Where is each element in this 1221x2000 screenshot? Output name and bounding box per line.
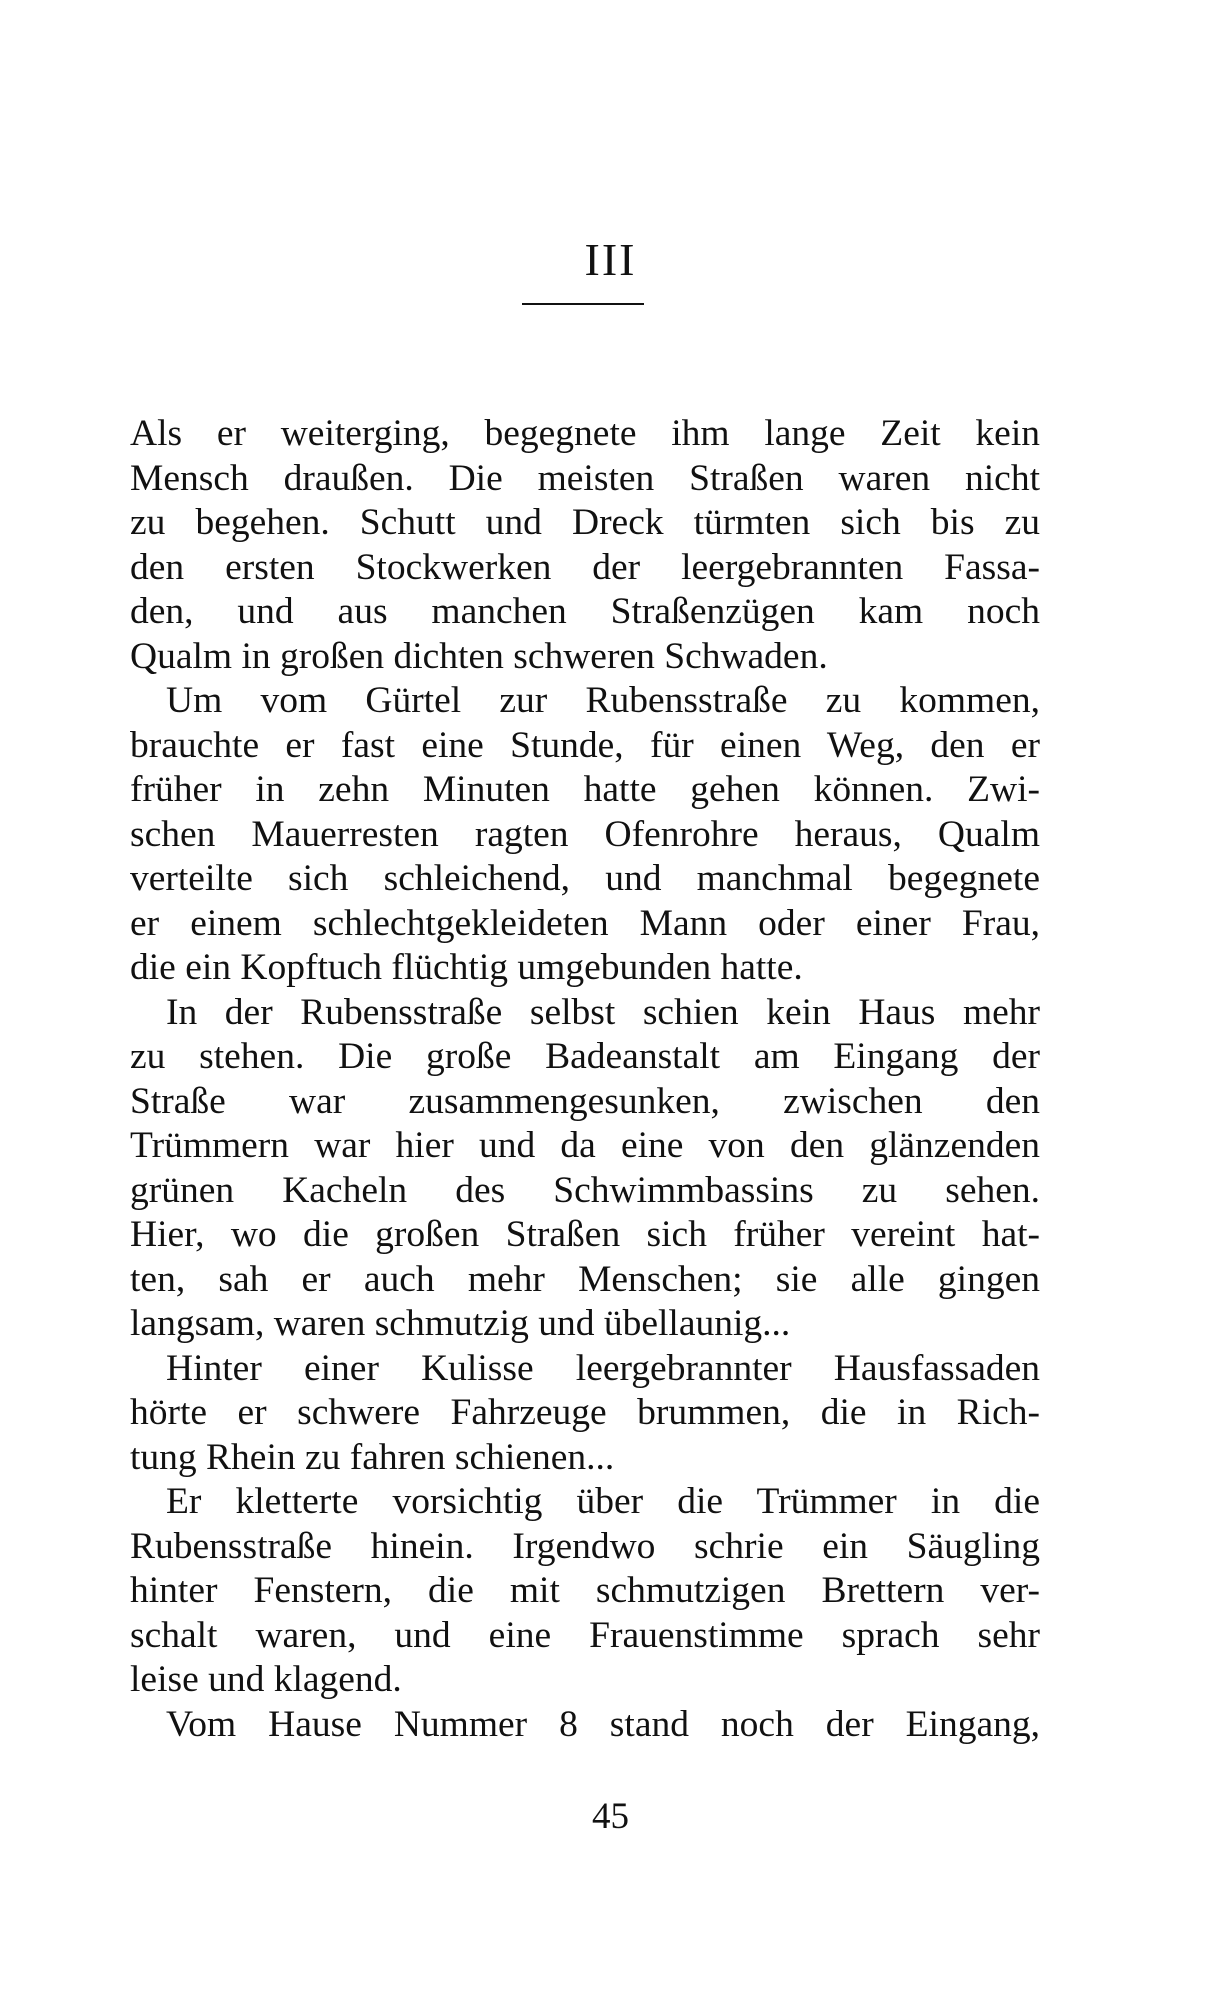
text-line: Hier, wo die großen Straßen sich früher vereint hat- [130, 1214, 1040, 1255]
text-line: den ersten Stockwerken der leergebrannten Fassa- [130, 546, 1040, 588]
chapter-divider-rule [522, 303, 644, 305]
text-line: Hinter einer Kulisse leergebrannter Hausfassaden [166, 1347, 1040, 1389]
text-line: Trümmern war hier und da eine von den glänzenden [130, 1125, 1040, 1166]
paragraph [130, 1703, 1040, 1748]
body-text [130, 412, 1040, 1747]
paragraph [130, 679, 1040, 991]
text-line: den, und aus manchen Straßenzügen kam noch [130, 591, 1040, 632]
chapter-heading: III [584, 234, 637, 285]
text-line: er einem schlechtgekleideten Mann oder einer Frau, [130, 902, 1040, 944]
text-line: hinter Fenstern, die mit schmutzigen Brettern ver- [130, 1570, 1040, 1611]
text-line: Rubensstraße hinein. Irgendwo schrie ein Säugling [130, 1525, 1040, 1567]
text-line: zu stehen. Die große Badeanstalt am Eingang der [130, 1036, 1040, 1077]
text-line: Vom Hause Nummer 8 stand noch der Eingang, [166, 1703, 1040, 1745]
text-line: leise und klagend. [130, 1659, 402, 1700]
text-line: langsam, waren schmutzig und übellaunig... [130, 1303, 791, 1344]
text-line: hörte er schwere Fahrzeuge brummen, die in Rich- [130, 1392, 1040, 1433]
text-line: ten, sah er auch mehr Menschen; sie alle gingen [130, 1258, 1040, 1300]
text-line: Straße war zusammengesunken, zwischen den [130, 1080, 1040, 1122]
text-line: verteilte sich schleichend, und manchmal begegnete [130, 858, 1040, 899]
text-line: früher in zehn Minuten hatte gehen können. Zwi- [130, 769, 1040, 810]
page-number: 45 [592, 1796, 629, 1837]
text-line: Als er weiterging, begegnete ihm lange Zeit kein [130, 413, 1040, 454]
paragraph [130, 1480, 1040, 1703]
text-line: grünen Kacheln des Schwimmbassins zu sehen. [130, 1169, 1040, 1211]
text-line: Er kletterte vorsichtig über die Trümmer in die [166, 1481, 1040, 1522]
paragraph [130, 1347, 1040, 1481]
text-line: brauchte er fast eine Stunde, für einen Weg, den er [130, 724, 1040, 766]
text-line: tung Rhein zu fahren schienen... [130, 1436, 615, 1478]
text-line: zu begehen. Schutt und Dreck türmten sich bis zu [130, 502, 1040, 543]
text-line: Um vom Gürtel zur Rubensstraße zu kommen, [166, 680, 1040, 721]
text-line: Mensch draußen. Die meisten Straßen waren nicht [130, 457, 1040, 499]
text-line: Qualm in großen dichten schweren Schwaden. [130, 635, 828, 677]
paragraph [130, 991, 1040, 1347]
paragraph [130, 412, 1040, 679]
text-line: schalt waren, und eine Frauenstimme sprach sehr [130, 1614, 1040, 1656]
text-line: die ein Kopftuch flüchtig umgebunden hatte. [130, 947, 803, 988]
text-line: schen Mauerresten ragten Ofenrohre heraus, Qualm [130, 813, 1040, 855]
text-line: In der Rubensstraße selbst schien kein Haus mehr [166, 991, 1040, 1033]
